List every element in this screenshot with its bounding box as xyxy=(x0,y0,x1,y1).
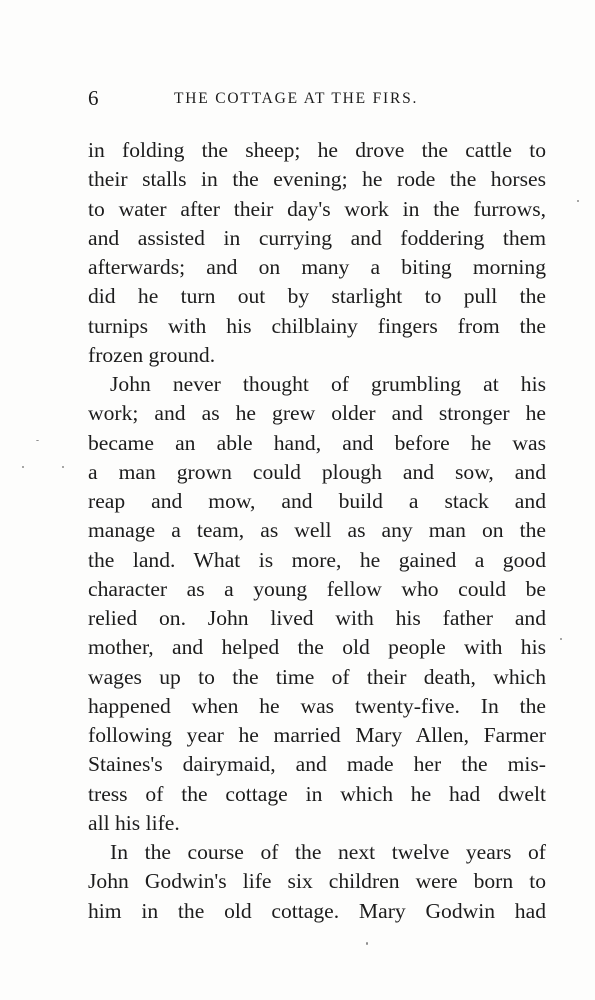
paragraph-start-line: In the course of the next twelve years of xyxy=(110,840,546,864)
text-line: happened when he was twenty-five. In the xyxy=(88,693,546,718)
body-text xyxy=(88,136,546,926)
text-line: frozen ground. xyxy=(88,342,216,367)
text-line: following year he married Mary Allen, Farmer xyxy=(88,723,546,747)
text-line: all his life. xyxy=(88,810,180,835)
paper-speck xyxy=(560,638,562,640)
text-line: reap and mow, and build a stack and xyxy=(88,489,546,513)
page-number: 6 xyxy=(88,86,99,110)
text-line: the land. What is more, he gained a good xyxy=(88,547,546,572)
text-line: a man grown could plough and sow, and xyxy=(88,459,546,484)
text-line: their stalls in the evening; he rode the horses xyxy=(88,167,546,192)
text-line: to water after their day's work in the furrows, xyxy=(88,196,546,221)
text-line: him in the old cottage. Mary Godwin had xyxy=(88,898,546,923)
paragraph-start-line: John never thought of grumbling at his xyxy=(110,372,546,396)
paper-speck xyxy=(366,942,368,945)
text-line: John Godwin's life six children were born to xyxy=(88,869,546,894)
text-line: became an able hand, and before he was xyxy=(88,430,546,455)
text-line: wages up to the time of their death, which xyxy=(88,664,546,689)
page-header xyxy=(88,86,548,112)
text-line: work; and as he grew older and stronger he xyxy=(88,401,546,426)
text-line: and assisted in currying and foddering them xyxy=(88,225,546,250)
text-line: in folding the sheep; he drove the cattle to xyxy=(88,138,546,162)
paper-speck xyxy=(62,466,64,468)
paper-speck xyxy=(36,440,39,441)
text-line: afterwards; and on many a biting morning xyxy=(88,255,546,279)
paper-speck xyxy=(22,466,24,468)
text-line: did he turn out by starlight to pull the xyxy=(88,284,546,309)
text-line: tress of the cottage in which he had dwelt xyxy=(88,781,546,806)
text-line: relied on. John lived with his father and xyxy=(88,606,546,630)
text-line: turnips with his chilblainy fingers from the xyxy=(88,313,546,338)
paper-speck xyxy=(577,200,579,202)
running-head: THE COTTAGE AT THE FIRS. xyxy=(174,90,419,107)
text-line: Staines's dairymaid, and made her the mis- xyxy=(88,752,546,777)
text-line: character as a young fellow who could be xyxy=(88,576,546,601)
text-line: mother, and helped the old people with his xyxy=(88,635,546,660)
text-line: manage a team, as well as any man on the xyxy=(88,518,546,543)
